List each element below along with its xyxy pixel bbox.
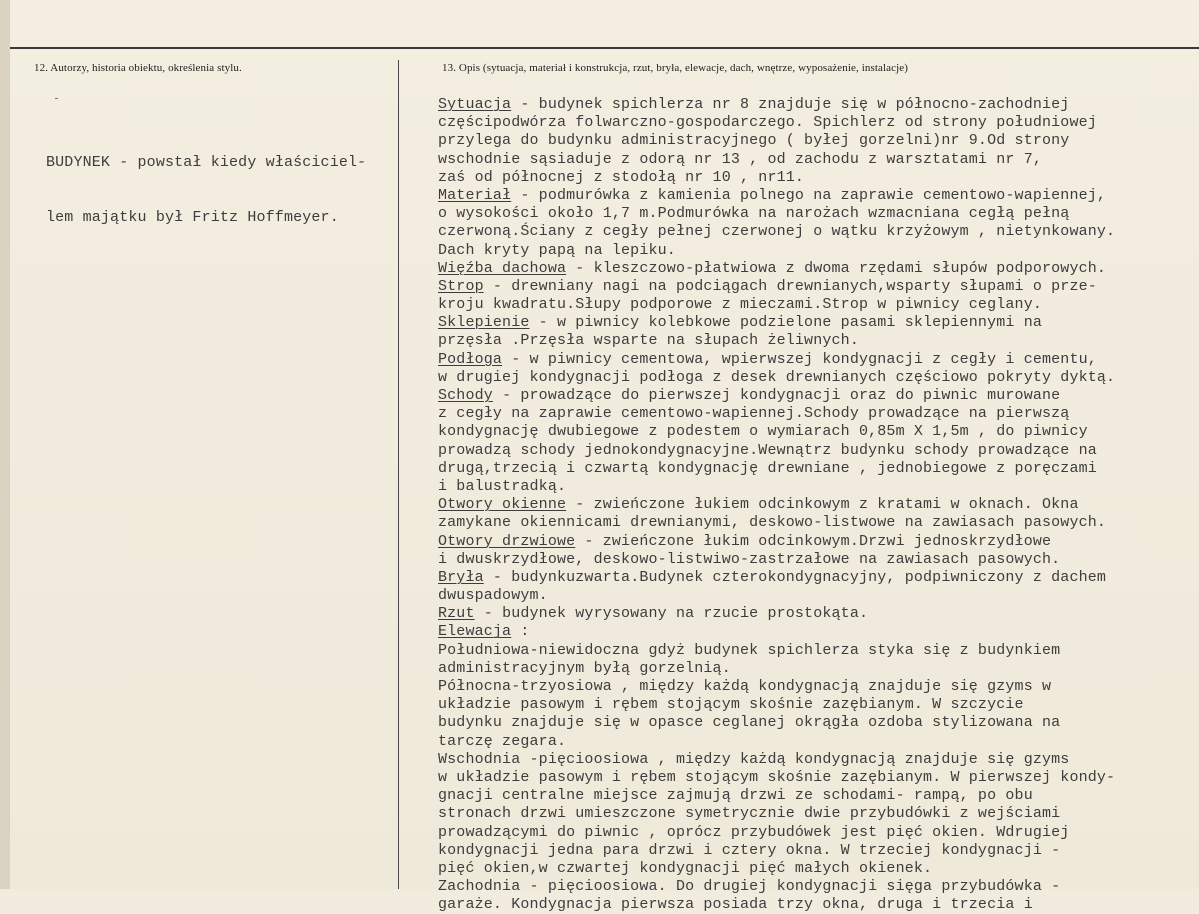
typed-line: BUDYNEK - powstał kiedy właściciel- <box>46 154 367 172</box>
description-line <box>438 460 1115 478</box>
description-text-run: drugą,trzecią i czwartą kondygnację drewniane , jednobiegowe z poręczami <box>438 459 1097 477</box>
authors-history-text <box>46 118 366 264</box>
description-line <box>438 824 1115 842</box>
description-text-run: - zwieńczone łukiem odcinkowym z kratami w oknach. Okna <box>566 496 1079 514</box>
description-text-run: Północna-trzyosiowa , między każdą kondygnacją znajduje się gzyms w <box>438 678 1052 695</box>
description-text-run: - kleszczowo-płatwiowa z dwoma rzędami słupów podporowych. <box>566 259 1107 277</box>
description-text-run: Zachodnia - pięcioosiowa. Do drugiej kondygnacji sięga przybudówka - <box>438 878 1061 896</box>
description-text-run: - budynek spichlerza nr 8 znajduje się w północno-zachodniej <box>511 96 1070 113</box>
description-line <box>438 242 1115 260</box>
description-line <box>438 496 1115 514</box>
description-text-run: i dwuskrzydłowe, deskowo-listwiwo-zastrzałowe na zawiasach pasowych. <box>438 550 1061 568</box>
description-line <box>438 132 1115 150</box>
description-text-run: gnacji centralne miejsce zajmują drzwi ze schodami- rampą, po obu <box>438 787 1033 805</box>
section-heading: Strop <box>438 277 484 295</box>
description-text-run: Wschodnia -pięcioosiowa , między każdą kondygnacją znajduje się gzyms <box>438 750 1070 768</box>
description-text-run: z cegły na zaprawie cementowo-wapiennej.Schody prowadzące na pierwszą <box>438 405 1070 423</box>
description-text-run: - w piwnicy kolebkowe podzielone pasami sklepiennymi na <box>529 314 1042 332</box>
description-line <box>438 551 1115 569</box>
section-12-header: 12. Autorzy, historia obiektu, określenia stylu. <box>34 62 242 74</box>
description-line <box>438 660 1115 678</box>
description-text-run: - podmurówka z kamienia polnego na zaprawie cementowo-wapiennej, <box>511 186 1107 204</box>
description-text-run: czerwoną.Ściany z cegły pełnej czerwonej o wątku krzyżowym , nietynkowany. <box>438 223 1116 241</box>
description-text-run: prowadzą schody jednokondygnacyjne.Wewnątrz budynku schody prowadzące na <box>438 441 1097 459</box>
description-line <box>438 696 1115 714</box>
description-text-run: garaże. Kondygnacja pierwsza posiada trzy okna, druga i trzecia i <box>438 896 1033 914</box>
description-line <box>438 787 1115 805</box>
description-line <box>438 187 1115 205</box>
section-13-header: 13. Opis (sytuacja, materiał i konstrukcja, rzut, bryła, elewacje, dach, wnętrze, wyposażenie, instalacje) <box>442 62 908 74</box>
description-text-run: zaś od północnej z stodołą nr 10 , nr11. <box>438 168 805 186</box>
description-text-run: częścipodwórza folwarczno-gospodarczego. Spichlerz od strony południowej <box>438 114 1097 132</box>
description-text-run: - prowadzące do pierwszej kondygnacji oraz do piwnic murowane <box>492 387 1061 404</box>
description-line <box>438 332 1115 350</box>
description-line <box>438 96 1115 114</box>
card-edge <box>0 0 10 889</box>
description-line <box>438 151 1115 169</box>
description-text-run: : <box>511 623 530 641</box>
description-text-run: kroju kwadratu.Słupy podporowe z mieczami.Strop w piwnicy ceglany. <box>438 296 1042 314</box>
description-text <box>438 96 1115 914</box>
section-heading: Rzut <box>438 605 475 623</box>
description-line <box>438 842 1115 860</box>
description-text-run: Dach kryty papą na lepiku. <box>438 241 676 259</box>
description-text-run: w układzie pasowym i rębem stojącym skośnie zazębianym. W pierwszej kondy- <box>438 768 1116 786</box>
description-line <box>438 351 1115 369</box>
description-line <box>438 623 1115 641</box>
description-text-run: - budynek wyrysowany na rzucie prostokąta. <box>474 605 869 623</box>
description-line <box>438 223 1115 241</box>
description-line <box>438 114 1115 132</box>
column-divider <box>398 60 399 889</box>
description-line <box>438 314 1115 332</box>
description-text-run: zamykane okiennicami drewnianymi, deskowo-listwowe na zawiasach pasowych. <box>438 514 1107 532</box>
section-heading: Więźba dachowa <box>438 259 567 277</box>
section-heading: Elewacja <box>438 623 512 641</box>
section-heading: Schody <box>438 387 493 404</box>
description-line <box>438 805 1115 823</box>
description-text-run: administracyjnym byłą gorzelnią. <box>438 659 731 677</box>
section-heading: Sytuacja <box>438 96 512 113</box>
description-line <box>438 642 1115 660</box>
section-heading: Otwory drzwiowe <box>438 532 576 550</box>
description-text-run: tarczę zegara. <box>438 732 567 750</box>
stray-mark <box>55 98 58 99</box>
description-line <box>438 478 1115 496</box>
description-text-run: kondygnacji jedna para drzwi i cztery okna. W trzeciej kondygnacji - <box>438 841 1061 859</box>
description-line <box>438 896 1115 914</box>
description-text-run: stronach drzwi umieszczone symetrycznie dwie przybudówki z wejściami <box>438 805 1061 823</box>
description-line <box>438 514 1115 532</box>
description-text-run: przęsła .Przęsła wsparte na słupach żeliwnych. <box>438 332 859 350</box>
description-line <box>438 714 1115 732</box>
description-text-run: - zwieńczone łukim odcinkowym.Drzwi jednoskrzydłowe <box>575 532 1052 550</box>
description-text-run: i balustradką. <box>438 477 567 495</box>
description-text-run: pięć okien,w czwartej kondygnacji pięć małych okienek. <box>438 859 933 877</box>
description-line <box>438 605 1115 623</box>
description-text-run: kondygnację dwubiegowe z podestem o wymiarach 0,85m X 1,5m , do piwnicy <box>438 423 1088 441</box>
description-line <box>438 423 1115 441</box>
section-heading: Sklepienie <box>438 314 530 332</box>
description-line <box>438 860 1115 878</box>
description-text-run: - budynkuzwarta.Budynek czterokondygnacyjny, podpiwniczony z dachem <box>483 568 1107 586</box>
description-text-run: przylega do budynku administracyjnego ( byłej gorzelni)nr 9.Od strony <box>438 132 1070 150</box>
description-line <box>438 296 1115 314</box>
section-heading: Materiał <box>438 186 512 204</box>
description-line <box>438 678 1115 696</box>
top-rule <box>10 47 1199 49</box>
description-text-run: dwuspadowym. <box>438 587 548 605</box>
description-text-run: w drugiej kondygnacji podłoga z desek drewnianych częściowo pokryty dyktą. <box>438 368 1116 386</box>
description-text-run: - drewniany nagi na podciągach drewnianych,wsparty słupami o prze- <box>483 277 1097 295</box>
description-line <box>438 587 1115 605</box>
description-text-run: budynku znajduje się w opasce ceglanej okrągła ozdoba stylizowana na <box>438 714 1061 732</box>
description-line <box>438 278 1115 296</box>
description-line <box>438 387 1115 405</box>
description-text-run: Południowa-niewidoczna gdyż budynek spichlerza styka się z budynkiem <box>438 641 1061 659</box>
section-heading: Otwory okienne <box>438 496 567 514</box>
description-line <box>438 405 1115 423</box>
description-line <box>438 569 1115 587</box>
description-line <box>438 260 1115 278</box>
section-heading: Bryła <box>438 568 484 586</box>
description-line <box>438 442 1115 460</box>
description-text-run: układzie pasowym i rębem stojącym skośnie zazębianym. W szczycie <box>438 696 1024 714</box>
description-line <box>438 878 1115 896</box>
description-line <box>438 169 1115 187</box>
description-line <box>438 369 1115 387</box>
description-line <box>438 733 1115 751</box>
description-text-run: prowadzącymi do piwnic , oprócz przybudówek jest pięć okien. Wdrugiej <box>438 823 1070 841</box>
typed-line: lem majątku był Fritz Hoffmeyer. <box>46 209 339 226</box>
description-line <box>438 769 1115 787</box>
description-line <box>438 205 1115 223</box>
description-text-run: wschodnie sąsiaduje z odorą nr 13 , od zachodu z warsztatami nr 7, <box>438 150 1042 168</box>
section-heading: Podłoga <box>438 350 503 368</box>
description-text-run: o wysokości około 1,7 m.Podmurówka na narożach wzmacniana cegłą pełną <box>438 205 1070 223</box>
description-line <box>438 751 1115 769</box>
description-line <box>438 533 1115 551</box>
description-text-run: - w piwnicy cementowa, wpierwszej kondygnacji z cegły i cementu, <box>502 350 1097 368</box>
